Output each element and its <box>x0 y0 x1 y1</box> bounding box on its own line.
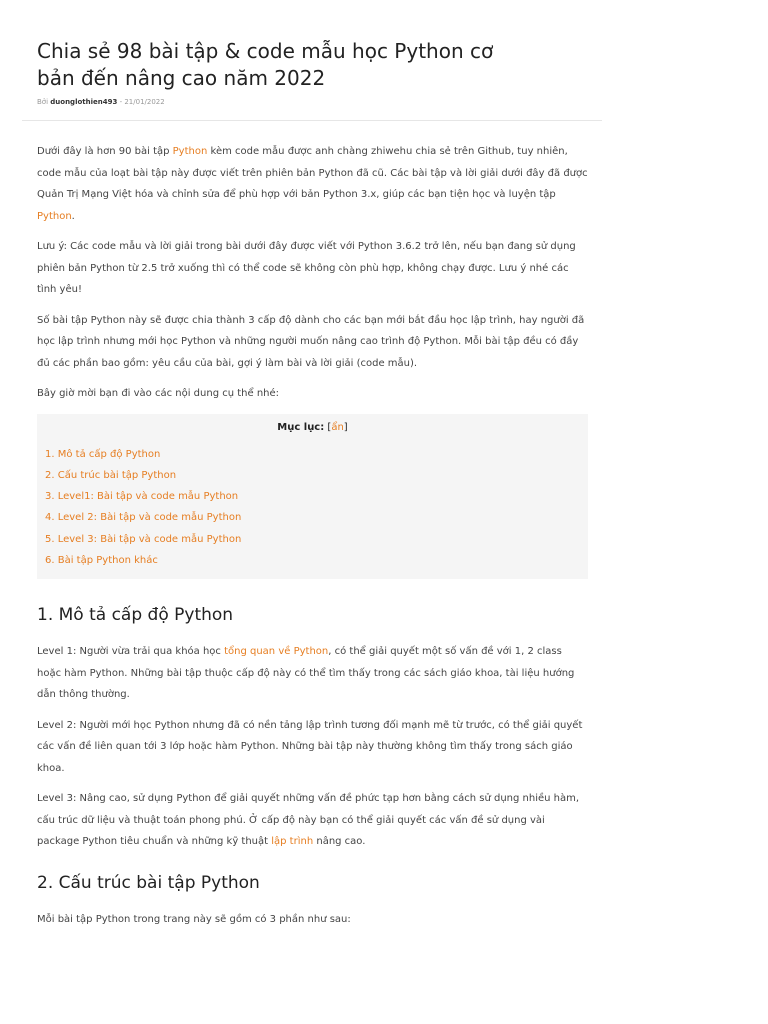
article-header <box>0 0 768 106</box>
header-divider <box>22 120 602 121</box>
page-title: Chia sẻ 98 bài tập & code mẫu học Python cơ bản đến nâng cao năm 2022 <box>37 39 494 90</box>
toc-heading: Mục lục: <box>277 421 325 433</box>
intro-paragraph-4: Bây giờ mời bạn đi vào các nội dung cụ thể nhé: <box>37 388 280 399</box>
article-body <box>37 141 588 939</box>
toc-link-5[interactable]: 5. Level 3: Bài tập và code mẫu Python <box>45 533 242 545</box>
toc-list <box>45 444 580 572</box>
text: , có thể giải quyết một số vấn đề với 1, 2 class hoặc hàm Python. Những bài tập thuộc cấp độ này có thể tìm thấy trong các sách giáo khoa, tài liệu hướng dẫn thông thường. <box>37 646 575 701</box>
bracket: ] <box>343 421 348 433</box>
toc-link-2[interactable]: 2. Cấu trúc bài tập Python <box>45 469 177 481</box>
toc-toggle-link[interactable]: ẩn <box>331 421 344 433</box>
author-link[interactable]: duonglothien493 <box>50 98 118 106</box>
text: kèm code mẫu được anh chàng zhiwehu chia sẻ trên Github, tuy nhiên, code mẫu của loạt bài tập này được viết trên phiên bản Python đã cũ. Các bài tập và lời giải dưới đây đã được Quản Trị Mạng Việt hóa và chỉnh sửa để phù hợp với bản Python 3.x, giúp các bạn tiện học và luyện tập <box>37 146 588 200</box>
intro-paragraph-3: Số bài tập Python này sẽ được chia thành 3 cấp độ dành cho các bạn mới bắt đầu học lập trình, hay người đã học lập trình nhưng mới học Python và những người muốn nâng cao trình độ Python. Mỗi bài tập đều có đầy đủ các phần bao gồm: yêu cầu của bài, gợi ý làm bài và lời giải (code mẫu). <box>37 314 585 369</box>
list-item <box>45 465 580 486</box>
structure-paragraph: Mỗi bài tập Python trong trang này sẽ gồm có 3 phần như sau: <box>37 913 351 925</box>
meta-separator: - <box>119 98 123 106</box>
table-of-contents <box>37 414 588 580</box>
list-item <box>45 529 580 550</box>
toc-title <box>45 422 580 433</box>
python-link-2[interactable]: Python <box>37 210 72 222</box>
intro-paragraph-1 <box>37 141 588 227</box>
programming-link[interactable]: lập trình <box>271 836 314 848</box>
text: nâng cao. <box>313 836 366 848</box>
toc-link-1[interactable]: 1. Mô tả cấp độ Python <box>45 448 161 460</box>
text: Level 1: Người vừa trải qua khóa học <box>37 646 225 658</box>
section-heading-2: 2. Cấu trúc bài tập Python <box>37 872 260 893</box>
toc-link-3[interactable]: 3. Level1: Bài tập và code mẫu Python <box>45 491 239 503</box>
intro-paragraph-2: Lưu ý: Các code mẫu và lời giải trong bài dưới đây được viết với Python 3.6.2 trở lên, nếu bạn đang sử dụng phiên bản Python từ 2.5 trở xuống thì có thể code sẽ không còn phù hợp, không chạy được. Lưu ý nhé các tình yêu! <box>37 241 576 295</box>
toc-link-6[interactable]: 6. Bài tập Python khác <box>45 554 158 566</box>
publish-date: 21/01/2022 <box>124 98 165 106</box>
level-3-paragraph <box>37 788 588 853</box>
article-meta <box>37 98 768 106</box>
list-item <box>45 550 580 571</box>
list-item <box>45 486 580 507</box>
text: . <box>71 210 75 222</box>
list-item <box>45 507 580 528</box>
list-item <box>45 444 580 465</box>
text: Dưới đây là hơn 90 bài tập <box>37 146 173 157</box>
toc-link-4[interactable]: 4. Level 2: Bài tập và code mẫu Python <box>45 512 242 524</box>
level-1-paragraph <box>37 641 588 706</box>
by-label: Bởi <box>37 98 49 106</box>
python-link[interactable]: Python <box>172 146 208 157</box>
bracket: [ <box>324 421 332 433</box>
level-2-paragraph: Level 2: Người mới học Python nhưng đã có nền tảng lập trình tương đối mạnh mẽ từ trước, có thể giải quyết các vấn đề liên quan tới 3 lớp hoặc hàm Python. Những bài tập này thường không tìm thấy trong sách giáo khoa. <box>37 719 583 774</box>
text: Level 3: Nâng cao, sử dụng Python để giải quyết những vấn đề phức tạp hơn bằng cách sử dụng nhiều hàm, cấu trúc dữ liệu và thuật toán phong phú. Ở cấp độ này bạn có thể giải quyết các vấn đề sử dụng vài package Python tiêu chuẩn và những kỹ thuật <box>37 793 580 848</box>
section-heading-1: 1. Mô tả cấp độ Python <box>37 605 234 626</box>
python-overview-link[interactable]: tổng quan về Python <box>224 646 329 658</box>
